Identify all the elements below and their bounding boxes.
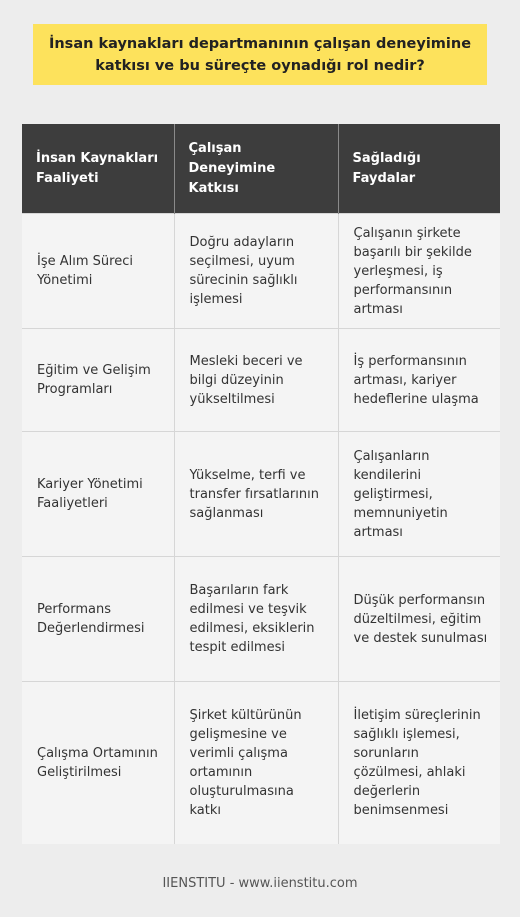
cell-activity: Kariyer Yönetimi Faaliyetleri — [22, 432, 174, 557]
table-row — [22, 557, 500, 682]
cell-contribution: Şirket kültürünün gelişmesine ve verimli çalışma ortamının oluşturulmasına katkı — [174, 682, 338, 845]
cell-benefits: Düşük performansın düzeltilmesi, eğitim ve destek sunulması — [338, 557, 500, 682]
table-header-row — [22, 124, 500, 214]
table-row — [22, 329, 500, 432]
cell-contribution: Yükselme, terfi ve transfer fırsatlarının sağlanması — [174, 432, 338, 557]
footer-credit: IIENSTITU - www.iienstitu.com — [162, 876, 358, 891]
hr-activities-table — [22, 124, 500, 844]
cell-activity: Eğitim ve Gelişim Programları — [22, 329, 174, 432]
table-row — [22, 214, 500, 329]
cell-benefits: Çalışanın şirkete başarılı bir şekilde yerleşmesi, iş performansının artması — [338, 214, 500, 329]
header-benefits: Sağladığı Faydalar — [338, 124, 500, 214]
table-row — [22, 432, 500, 557]
cell-contribution: Mesleki beceri ve bilgi düzeyinin yükseltilmesi — [174, 329, 338, 432]
cell-contribution: Başarıların fark edilmesi ve teşvik edilmesi, eksiklerin tespit edilmesi — [174, 557, 338, 682]
table-row — [22, 682, 500, 845]
cell-benefits: İletişim süreçlerinin sağlıklı işlemesi, sorunların çözülmesi, ahlaki değerlerin benimsenmesi — [338, 682, 500, 845]
cell-activity: İşe Alım Süreci Yönetimi — [22, 214, 174, 329]
cell-activity: Performans Değerlendirmesi — [22, 557, 174, 682]
header-contribution: Çalışan Deneyimine Katkısı — [174, 124, 338, 214]
cell-benefits: İş performansının artması, kariyer hedeflerine ulaşma — [338, 329, 500, 432]
header-activity: İnsan Kaynakları Faaliyeti — [22, 124, 174, 214]
cell-contribution: Doğru adayların seçilmesi, uyum sürecinin sağlıklı işlemesi — [174, 214, 338, 329]
page-title: İnsan kaynakları departmanının çalışan deneyimine katkısı ve bu süreçte oynadığı rol nedir? — [48, 35, 472, 74]
cell-activity: Çalışma Ortamının Geliştirilmesi — [22, 682, 174, 845]
cell-benefits: Çalışanların kendilerini geliştirmesi, memnuniyetin artması — [338, 432, 500, 557]
title-banner — [33, 24, 487, 85]
